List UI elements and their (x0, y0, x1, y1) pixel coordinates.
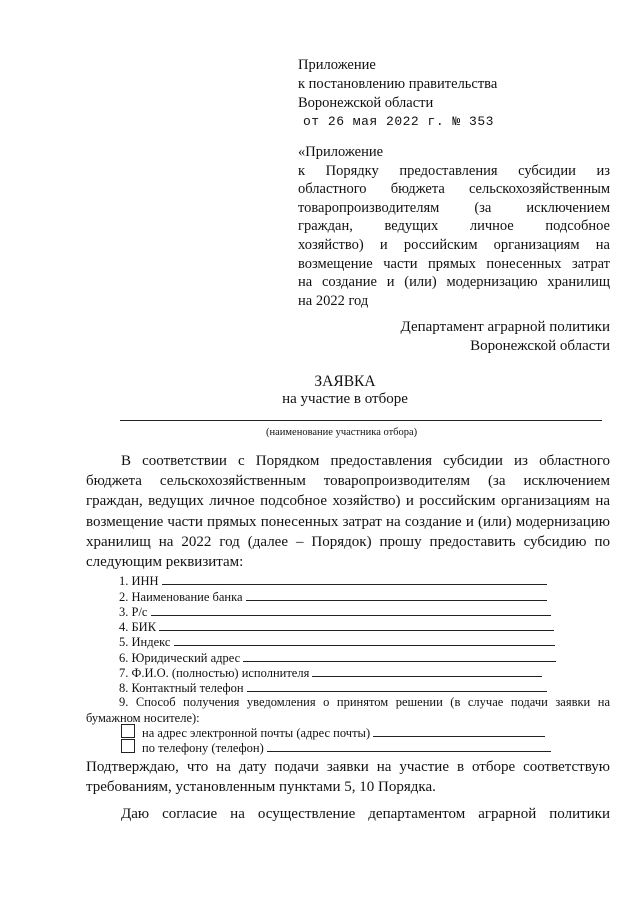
notify-phone-label: по телефону (телефон) (142, 741, 264, 755)
notification-method-line2: бумажном носителе): (86, 711, 200, 725)
field-phone (119, 680, 547, 696)
participant-name-line (120, 420, 602, 421)
field-executor-name (119, 665, 542, 681)
field-bank-name-line[interactable] (246, 589, 547, 601)
field-legal-address-line[interactable] (243, 650, 556, 662)
field-bik-line[interactable] (159, 619, 554, 631)
field-executor-name-line[interactable] (312, 665, 542, 677)
notify-phone-checkbox[interactable] (121, 739, 135, 753)
field-postal-index (119, 634, 555, 650)
document-subtitle: на участие в отборе (282, 391, 408, 407)
appendix-line: к Порядку предоставления субсидии из (298, 162, 610, 179)
field-account (119, 604, 551, 620)
appendix-line: возмещение части прямых понесенных затрат (298, 255, 610, 272)
addressee-region: Воронежской области (470, 338, 610, 354)
notify-phone-line[interactable] (267, 740, 551, 752)
field-postal-index-line[interactable] (174, 634, 555, 646)
notification-method-line1: 9. Способ получения уведомления о принятом решении (в случае подачи заявки на (119, 695, 610, 709)
field-bik (119, 619, 554, 635)
field-label: 1. ИНН (119, 574, 159, 588)
document-title: ЗАЯВКА (314, 373, 376, 390)
field-label: 5. Индекс (119, 635, 171, 649)
notify-email-option (142, 725, 545, 741)
field-label: 6. Юридический адрес (119, 651, 241, 665)
field-label: 2. Наименование банка (119, 590, 243, 604)
field-account-line[interactable] (151, 604, 551, 616)
header-line-resolution: к постановлению правительства (298, 76, 498, 92)
appendix-line: на создание и (или) модернизацию хранилищ (298, 274, 610, 291)
confirm-line1: Подтверждаю, что на дату подачи заявки на участие в отборе соответствую (86, 759, 610, 775)
field-inn (119, 573, 547, 589)
header-line-date-number: от 26 мая 2022 г. № 353 (303, 114, 494, 129)
notify-phone-option (142, 740, 551, 756)
appendix-line: областного бюджета сельскохозяйственным (298, 181, 610, 198)
appendix-block (298, 143, 610, 310)
notify-email-checkbox[interactable] (121, 724, 135, 738)
confirm-line2: требованиям, установленным пунктами 5, 10 Порядка. (86, 779, 436, 795)
appendix-line: на 2022 год (298, 292, 369, 309)
appendix-line: хозяйство) и российским организациям на (298, 236, 610, 253)
field-legal-address (119, 650, 556, 666)
field-phone-line[interactable] (247, 680, 547, 692)
header-line-appendix: Приложение (298, 57, 376, 73)
appendix-line: граждан, ведущих личное подсобное (298, 218, 610, 235)
field-label: 4. БИК (119, 620, 157, 634)
notify-email-label: на адрес электронной почты (адрес почты) (142, 726, 371, 740)
field-bank-name (119, 589, 547, 605)
request-paragraph: В соответствии с Порядком предоставления субсидии из областного бюджета сельскохозяйственным товаропроизводителям (за исключением граждан, ведущих личное подсобное хозяйство) и российским организациям на возмещение части прямых понесенных затрат на создание и (или) модернизацию хранилищ на 2022 год (далее – Порядок) прошу предоставить субсидию по следующим реквизитам: (86, 453, 610, 571)
field-inn-line[interactable] (162, 573, 547, 585)
consent-line: Даю согласие на осуществление департаментом аграрной политики (121, 806, 610, 822)
notify-email-line[interactable] (373, 725, 545, 737)
participant-name-caption: (наименование участника отбора) (266, 427, 418, 438)
appendix-line: «Приложение (298, 144, 384, 160)
appendix-line: товаропроизводителям (за исключением (298, 199, 610, 216)
addressee-department: Департамент аграрной политики (400, 319, 610, 335)
field-label: 7. Ф.И.О. (полностью) исполнителя (119, 666, 310, 680)
field-label: 8. Контактный телефон (119, 681, 244, 695)
field-label: 3. Р/с (119, 605, 148, 619)
header-line-region: Воронежской области (298, 95, 434, 111)
